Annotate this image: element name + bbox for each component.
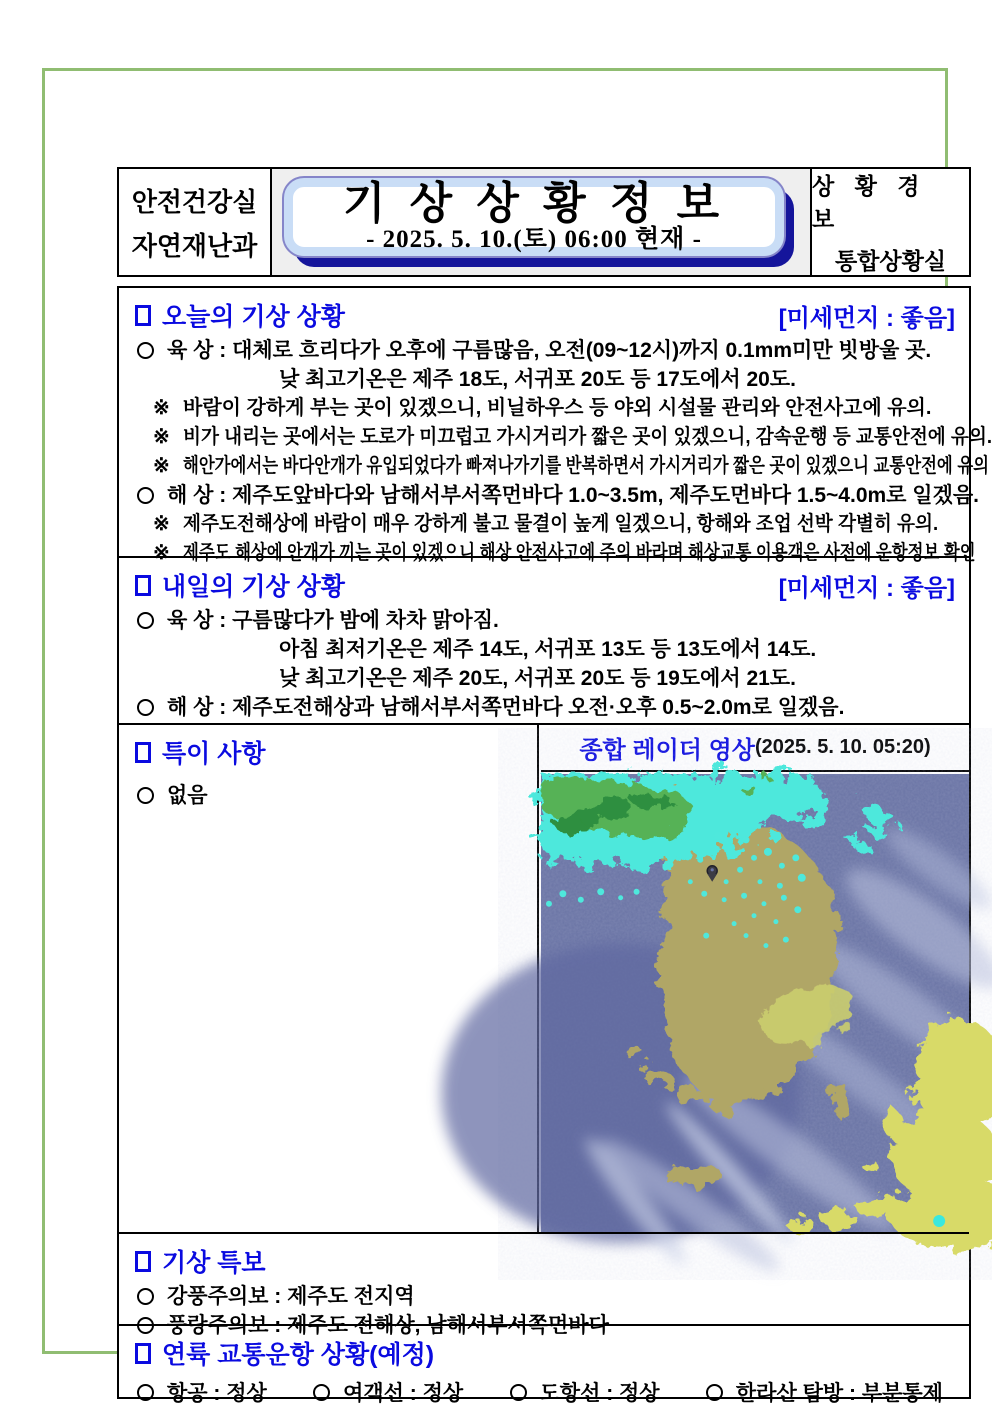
header-table	[117, 167, 971, 277]
section-transport	[119, 1324, 969, 1405]
transport-items-row	[119, 1374, 969, 1407]
dust-badge-tomorrow: [미세먼지 : 좋음]	[778, 574, 955, 602]
dust-badge-today: [미세먼지 : 좋음]	[778, 304, 955, 332]
tomorrow-land-line: 육 상 : 구름많다가 밤에 차차 맑아짐.	[119, 606, 969, 635]
today-sea-line: 해 상 : 제주도앞바다와 남해서부서쪽먼바다 1.0~3.5m, 제주도먼바다 1.5~4.0m로 일겠음.	[119, 481, 969, 510]
circle-bullet-icon	[137, 1288, 154, 1305]
transport-item-air: 항공 : 정상	[137, 1377, 267, 1407]
today-heading-row	[119, 288, 969, 336]
special-item-line: 없음	[119, 781, 537, 810]
warnings-heading-row	[119, 1234, 969, 1282]
reference-mark-icon: ※	[153, 426, 170, 448]
today-heading: 오늘의 기상 상황	[162, 303, 345, 331]
tomorrow-land-line2: 아침 최저기온은 제주 14도, 서귀포 13도 등 13도에서 14도.	[279, 638, 817, 661]
warning-item-wind: 강풍주의보 : 제주도 전지역	[119, 1282, 969, 1311]
tomorrow-sea-line: 해 상 : 제주도전해상과 남해서부서쪽먼바다 오전·오후 0.5~2.0m로 일겠음.	[119, 693, 969, 722]
radar-header	[541, 725, 969, 772]
today-note3: ※ 해안가에서는 바다안개가 유입되었다가 빠져나가기를 반복하면서 가시거리가 짧은 곳이 있겠으니 교통안전에 유의	[119, 452, 969, 481]
reference-mark-icon: ※	[153, 455, 170, 477]
section-radar-row	[119, 723, 969, 1232]
circle-bullet-icon	[137, 1384, 154, 1401]
circle-bullet-icon	[137, 787, 154, 804]
circle-bullet-icon	[706, 1384, 723, 1401]
circle-bullet-icon	[137, 699, 154, 716]
section-warnings	[119, 1232, 969, 1337]
department-line1: 안전건강실	[131, 186, 258, 217]
radar-timestamp: (2025. 5. 10. 05:20)	[754, 736, 931, 758]
radar-title: 종합 레이더 영상	[579, 737, 755, 764]
office-line1: 상 황 경 보	[812, 173, 927, 232]
tomorrow-heading-row	[119, 558, 969, 606]
square-bullet-icon	[135, 305, 151, 326]
tomorrow-land-line3: 낮 최고기온은 제주 20도, 서귀포 20도 등 19도에서 21도.	[279, 667, 796, 690]
today-note1: ※ 바람이 강하게 부는 곳이 있겠으니, 비닐하우스 등 야외 시설물 관리와 안전사고에 유의.	[119, 394, 969, 423]
transport-heading-row	[119, 1326, 969, 1374]
page-frame	[42, 68, 992, 1405]
today-note5: ※ 제주도 해상에 안개가 끼는 곳이 있겠으니 해상 안전사고에 주의 바라며 해상교통 이용객은 사전에 운항정보 확인	[119, 539, 969, 568]
transport-item-ferry: 여객선 : 정상	[313, 1377, 463, 1407]
today-land-line2: 낮 최고기온은 제주 18도, 서귀포 20도 등 17도에서 20도.	[279, 368, 796, 391]
radar-image	[541, 774, 969, 1234]
department-line2: 자연재난과	[131, 230, 258, 261]
title-cell	[272, 169, 812, 275]
transport-item-hallasan: 한라산 탐방 : 부분통제	[706, 1377, 943, 1407]
tomorrow-heading: 내일의 기상 상황	[162, 573, 345, 601]
circle-bullet-icon	[510, 1384, 527, 1401]
main-table	[117, 286, 992, 1405]
circle-bullet-icon	[137, 487, 154, 504]
report-title: 기 상 상 황 정 보	[342, 178, 726, 228]
section-today	[119, 288, 992, 564]
today-note4: ※ 제주도전해상에 바람이 매우 강하게 불고 물결이 높게 일겠으니, 항해와 조업 선박 각별히 유의.	[119, 510, 969, 539]
reference-mark-icon: ※	[153, 397, 170, 419]
circle-bullet-icon	[137, 612, 154, 629]
title-box	[284, 178, 784, 256]
special-heading-row	[119, 725, 537, 773]
section-tomorrow	[119, 556, 969, 723]
warnings-heading: 기상 특보	[162, 1249, 266, 1277]
square-bullet-icon	[135, 742, 151, 763]
department-cell	[119, 169, 272, 275]
transport-item-island-boat: 도항선 : 정상	[510, 1377, 660, 1407]
special-heading: 특이 사항	[162, 740, 266, 768]
circle-bullet-icon	[313, 1384, 330, 1401]
today-note2: ※ 비가 내리는 곳에서는 도로가 미끄럽고 가시거리가 짧은 곳이 있겠으니, 감속운행 등 교통안전에 유의.	[119, 423, 969, 452]
reference-mark-icon: ※	[153, 513, 170, 535]
square-bullet-icon	[135, 1251, 151, 1272]
radar-panel	[541, 725, 969, 1234]
square-bullet-icon	[135, 1343, 151, 1364]
office-line2: 통합상황실	[834, 248, 947, 274]
transport-heading: 연륙 교통운항 상황(예정)	[162, 1341, 435, 1369]
square-bullet-icon	[135, 575, 151, 596]
warning-item-sea: 풍랑주의보 : 제주도 전해상, 남해서부서쪽먼바다	[119, 1311, 969, 1340]
reference-mark-icon: ※	[153, 542, 170, 564]
today-land-line: 육 상 : 대체로 흐리다가 오후에 구름많음, 오전(09~12시)까지 0.1mm미만 빗방울 곳.	[119, 336, 969, 365]
circle-bullet-icon	[137, 342, 154, 359]
radar-satellite-composite	[541, 774, 969, 1234]
office-cell	[812, 169, 969, 275]
report-subtitle: - 2025. 5. 10.(토) 06:00 현재 -	[366, 225, 702, 253]
